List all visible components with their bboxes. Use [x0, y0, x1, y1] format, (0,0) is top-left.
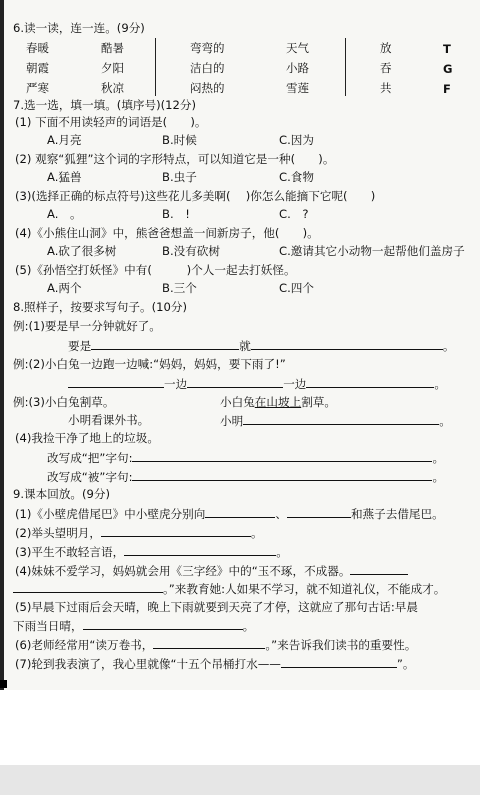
q7-option: B.时候	[162, 133, 197, 147]
q8-example-3-model	[220, 395, 336, 410]
q9-line-3	[15, 544, 288, 560]
q6-letter: F	[443, 82, 451, 96]
q8-item-4: (4)我捡干净了地上的垃圾。	[15, 431, 159, 445]
q8-example-1: 例:(1)要是早一分钟就好了。	[13, 319, 161, 333]
page-edge	[0, 0, 4, 690]
q6-word: 天气	[286, 41, 309, 55]
q8-word: 一边	[164, 377, 188, 391]
q9-line-5b	[13, 618, 254, 634]
q7-option: B.三个	[162, 281, 197, 295]
q9-text: (2)举头望明月，	[15, 526, 101, 540]
q8-period: 。	[432, 470, 445, 484]
q7-option: C.邀请其它小动物一起帮他们盖房子	[279, 244, 465, 258]
q9-text: 。”来告诉我们读书的重要性。	[265, 638, 417, 652]
answer-blank[interactable]	[124, 544, 276, 556]
bottom-bar	[0, 765, 480, 795]
answer-blank[interactable]	[91, 338, 239, 350]
q7-stem: (3)(选择正确的标点符号)这些花儿多美啊( )你怎么能摘下它呢( )	[15, 189, 376, 203]
q6-word: 春暖	[26, 41, 49, 55]
q8-title: 8.照样子，按要求写句子。(10分)	[13, 300, 187, 314]
answer-blank[interactable]	[287, 506, 351, 518]
q7-option: A.两个	[47, 281, 82, 295]
column-divider	[155, 38, 156, 96]
q6-letter: G	[443, 62, 453, 76]
answer-blank[interactable]	[132, 450, 432, 462]
q9-text: 。	[242, 619, 255, 633]
q8-period: 。	[439, 414, 451, 428]
q6-word: 弯弯的	[190, 41, 225, 55]
q7-option: C.因为	[279, 133, 314, 147]
q9-line-5a: (5)早晨下过雨后会天晴，晚上下雨就要到天亮了才停，这就应了那句古话:早晨	[15, 600, 418, 614]
q8-word: 要是	[68, 339, 92, 353]
q6-word: 严寒	[26, 81, 49, 95]
q8-example-3	[13, 395, 115, 410]
answer-blank[interactable]	[187, 376, 283, 388]
q9-text: 。	[251, 526, 263, 540]
q7-stem: (2) 观察“狐狸”这个词的字形特点，可以知道它是一种( )。	[15, 152, 335, 166]
answer-blank[interactable]	[13, 581, 163, 593]
answer-blank[interactable]	[350, 563, 408, 575]
q6-word: 酷暑	[101, 41, 124, 55]
q6-letter: T	[443, 42, 451, 56]
q9-text: (3)平生不敢轻言语，	[15, 545, 125, 559]
q9-text: 和燕子去借尾巴。	[350, 507, 444, 521]
q7-option: B.虫子	[162, 170, 197, 184]
answer-blank[interactable]	[68, 376, 164, 388]
q8-word: 就	[239, 339, 251, 353]
q8-word: 割草。	[301, 395, 336, 409]
q7-option: C. ?	[279, 207, 309, 221]
q8-answer-line[interactable]	[68, 338, 454, 354]
corner-mark	[0, 680, 7, 688]
answer-blank[interactable]	[306, 376, 434, 388]
q7-option: C.四个	[279, 281, 314, 295]
q9-text: 。	[276, 545, 288, 559]
q9-line-6	[15, 637, 416, 653]
q9-line-7	[15, 656, 415, 672]
q8-label: 改写成“把”字句:	[47, 451, 133, 465]
q9-text: 、	[275, 507, 287, 521]
q6-word: 朝霞	[26, 61, 49, 75]
q8-word: 小明	[220, 414, 244, 428]
q8-period: 。	[432, 451, 445, 465]
q9-text: 下雨当日晴，	[13, 619, 83, 633]
q9-line-4a	[15, 563, 408, 579]
q6-char: 共	[380, 81, 392, 95]
q8-word: 小白兔	[220, 395, 255, 409]
q7-title: 7.选一选，填一填。(填序号)(12分)	[13, 98, 197, 112]
column-divider	[345, 38, 346, 96]
q9-text: (1)《小壁虎借尾巴》中小壁虎分别向	[15, 507, 206, 521]
q9-text: (6)老师经常用“读万卷书，	[15, 638, 154, 652]
q8-period: 。	[442, 339, 455, 353]
q9-text: 。”来教育她:人如果不学习，就不知道礼仪，不能成才。	[163, 582, 446, 596]
answer-blank[interactable]	[251, 338, 443, 350]
q7-stem: (5)《孙悟空打妖怪》中有( )个人一起去打妖怪。	[15, 263, 296, 277]
q7-option: B. !	[162, 207, 190, 221]
q6-char: 放	[380, 41, 392, 55]
q8-answer-line[interactable]	[68, 376, 446, 392]
q7-option: C.食物	[279, 170, 314, 184]
q8-word: 一边	[283, 377, 307, 391]
q7-option: A.砍了很多树	[47, 244, 117, 258]
q6-word: 闷热的	[190, 81, 225, 95]
q7-option: B.没有砍树	[162, 244, 221, 258]
answer-blank[interactable]	[243, 413, 439, 425]
q7-stem: (4)《小熊住山洞》中，熊爸爸想盖一间新房子，他( )。	[15, 226, 319, 240]
q9-text: ”。	[396, 657, 415, 671]
q9-line-2	[15, 525, 263, 541]
q6-word: 秋凉	[101, 81, 124, 95]
answer-blank[interactable]	[132, 469, 432, 481]
answer-blank[interactable]	[205, 506, 275, 518]
q9-text: (4)妹妹不爱学习，妈妈就会用《三字经》中的“玉不琢，不成器。	[15, 564, 351, 578]
q9-text: (7)轮到我表演了，我心里就像“十五个吊桶打水——	[15, 657, 281, 671]
q7-option: A. 。	[47, 207, 82, 221]
q8-example-text: 例:(3)小白兔割草。	[13, 395, 115, 409]
q6-word: 洁白的	[190, 61, 225, 75]
q9-line-1	[15, 506, 444, 522]
q6-word: 雪莲	[286, 81, 309, 95]
q8-answer-line[interactable]	[220, 413, 451, 429]
q9-line-4b	[13, 581, 445, 597]
q6-word: 夕阳	[101, 61, 124, 75]
answer-blank[interactable]	[101, 525, 251, 537]
q8-answer-line[interactable]	[47, 450, 444, 466]
q8-underlined-phrase: 在山坡上	[254, 395, 302, 409]
q6-char: 吞	[380, 61, 392, 75]
q7-option: A.猛兽	[47, 170, 82, 184]
q8-example-3-prompt: 小明看课外书。	[68, 413, 150, 427]
q7-stem: (1) 下面不用读轻声的词语是( )。	[15, 115, 207, 129]
q9-title: 9.课本回放。(9分)	[13, 487, 111, 501]
q6-title: 6.读一读，连一连。(9分)	[13, 21, 145, 35]
q6-word: 小路	[286, 61, 309, 75]
q7-option: A.月亮	[47, 133, 82, 147]
answer-blank[interactable]	[153, 637, 265, 649]
q8-label: 改写成“被”字句:	[47, 470, 133, 484]
q8-answer-line[interactable]	[47, 469, 444, 485]
q8-period: 。	[434, 377, 447, 391]
answer-blank[interactable]	[281, 656, 397, 668]
q8-example-2: 例:(2)小白兔一边跑一边喊:“妈妈，妈妈，要下雨了!”	[13, 357, 286, 371]
answer-blank[interactable]	[83, 618, 243, 630]
